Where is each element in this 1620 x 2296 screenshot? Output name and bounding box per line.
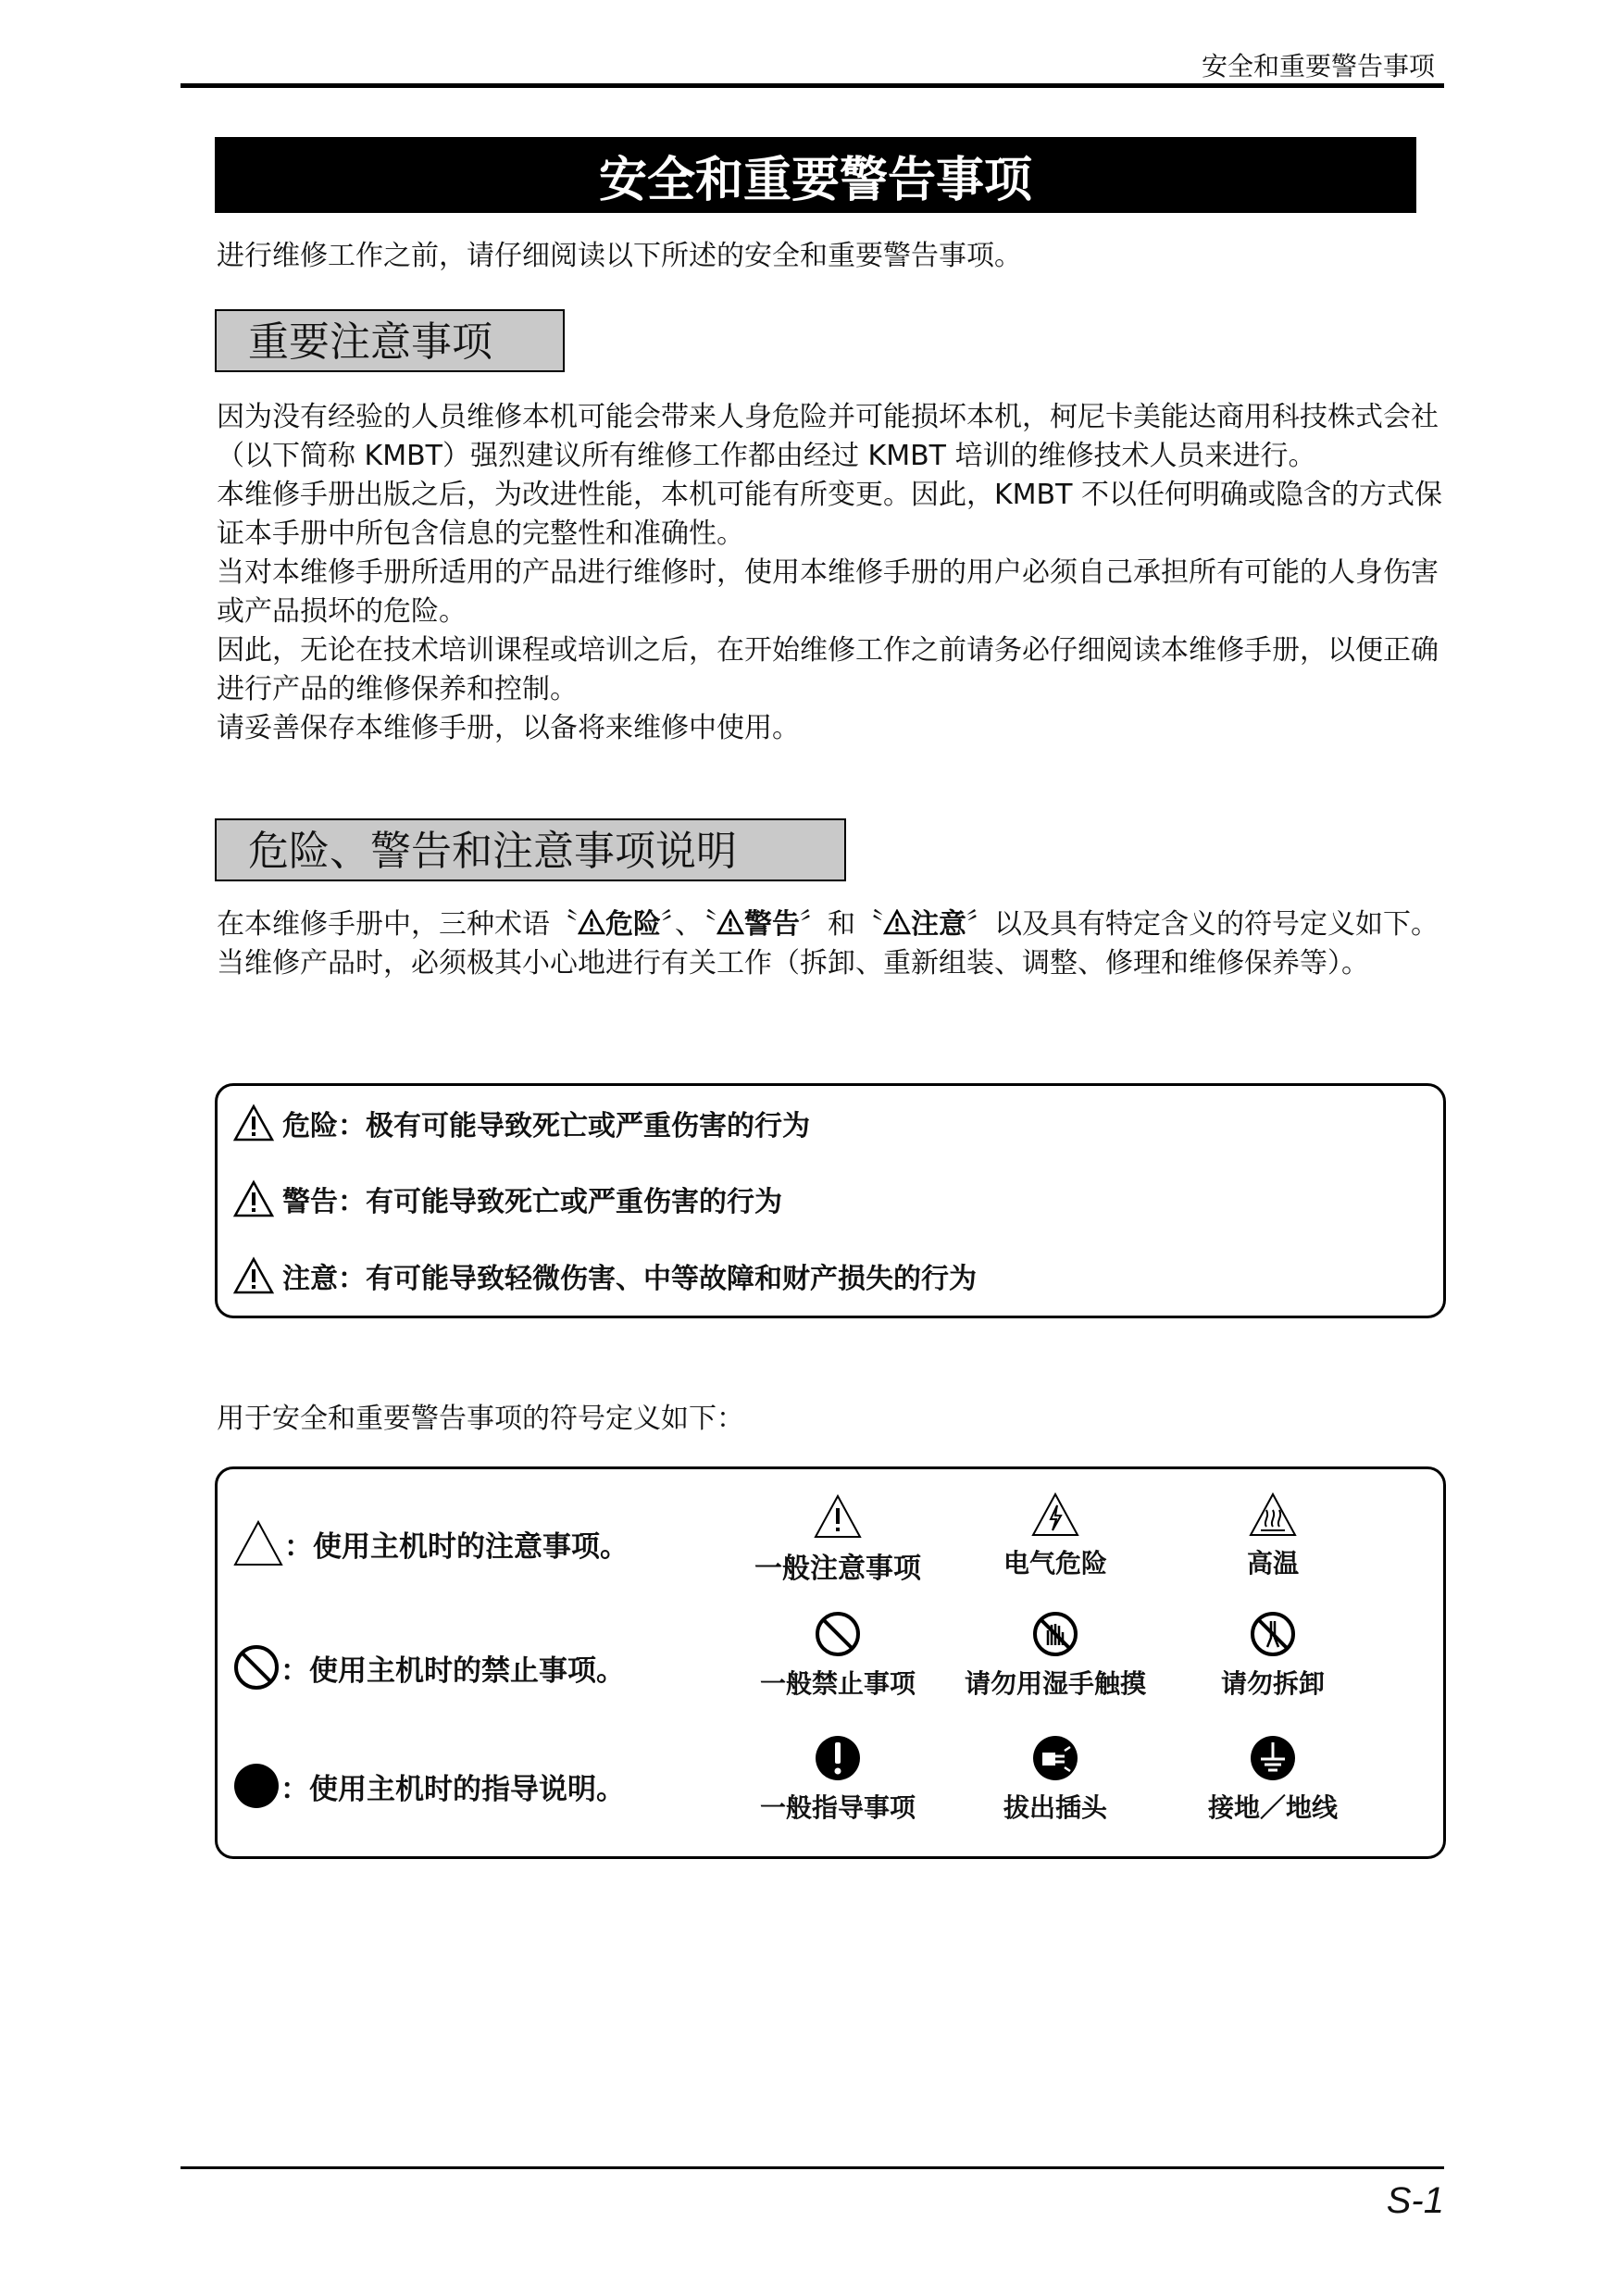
- section-heading-important: 重要注意事项: [215, 309, 565, 372]
- warning-triangle-icon: [232, 1256, 275, 1295]
- warning-triangle-icon: [717, 909, 744, 935]
- symbol-high-temp: 高温: [1171, 1491, 1375, 1580]
- prohibition-icon: [232, 1643, 280, 1691]
- symbols-intro: 用于安全和重要警告事项的符号定义如下：: [217, 1403, 744, 1435]
- symbol-electric-danger: 电气危险: [953, 1491, 1157, 1580]
- paragraph: 因此，无论在技术培训课程或培训之后，在开始维修工作之前请务必仔细阅读本维修手册，以便正确进行产品的维修保养和控制。: [217, 634, 1439, 705]
- hazard-warning-row: 警告：有可能导致死亡或严重伤害的行为: [232, 1179, 782, 1219]
- no-wet-hands-icon: [1031, 1610, 1079, 1658]
- warning-triangle-icon: [232, 1104, 275, 1142]
- important-notes: [217, 398, 1448, 748]
- symbol-general-caution: 一般注意事项: [736, 1493, 940, 1586]
- hazard-caution-row: 注意：有可能导致轻微伤害、中等故障和财产损失的行为: [232, 1255, 977, 1296]
- warning-triangle-icon: [232, 1179, 275, 1218]
- symbol-row-caution: ：使用主机时的注意事项。: [232, 1519, 629, 1567]
- symbol-unplug: 拔出插头: [953, 1734, 1157, 1825]
- term-caution: 注意: [911, 908, 966, 941]
- symbol-no-disassemble: 请勿拆卸: [1171, 1610, 1375, 1701]
- instruction-circle-icon: [232, 1762, 280, 1810]
- hot-surface-icon: [1248, 1491, 1298, 1538]
- symbol-general-prohibit: 一般禁止事项: [736, 1610, 940, 1701]
- warning-triangle-icon: [813, 1493, 863, 1540]
- hazard-danger-row: 危险：极有可能导致死亡或严重伤害的行为: [232, 1103, 810, 1143]
- symbols-box: [215, 1466, 1446, 1859]
- term-danger: 危险: [605, 908, 661, 941]
- intro-text: 进行维修工作之前，请仔细阅读以下所述的安全和重要警告事项。: [217, 240, 1022, 272]
- paragraph: 当对本维修手册所适用的产品进行维修时，使用本维修手册的用户必须自己承担所有可能的人身伤害或产品损坏的危险。: [217, 556, 1439, 628]
- header-rule: [181, 83, 1444, 88]
- symbol-general-instruction: 一般指导事项: [736, 1734, 940, 1825]
- caution-triangle-icon: [232, 1519, 284, 1567]
- exclamation-circle-icon: [814, 1734, 862, 1782]
- section-heading-definitions: 危险、警告和注意事项说明: [215, 818, 846, 881]
- running-head: 安全和重要警告事项: [1201, 51, 1435, 81]
- hazard-levels-box: [215, 1083, 1446, 1318]
- ground-icon: [1249, 1734, 1297, 1782]
- paragraph: 因为没有经验的人员维修本机可能会带来人身危险并可能损坏本机，柯尼卡美能达商用科技株式会社（以下简称 KMBT）强烈建议所有维修工作都由经过 KMBT 培训的维修技术人员来进行。: [217, 401, 1439, 472]
- symbol-row-prohibit: ：使用主机时的禁止事项。: [232, 1643, 625, 1691]
- unplug-icon: [1031, 1734, 1079, 1782]
- paragraph: 当维修产品时，必须极其小心地进行有关工作（拆卸、重新组装、调整、修理和维修保养等）。: [217, 947, 1369, 980]
- page-number: S-1: [1386, 2180, 1444, 2221]
- prohibition-icon: [814, 1610, 862, 1658]
- term-warning: 警告: [744, 908, 800, 941]
- symbol-row-instruction: ：使用主机时的指导说明。: [232, 1762, 625, 1810]
- symbol-ground: 接地／地线: [1171, 1734, 1375, 1825]
- warning-triangle-icon: [883, 909, 911, 935]
- electric-shock-icon: [1030, 1491, 1080, 1538]
- paragraph: 本维修手册出版之后，为改进性能，本机可能有所变更。因此，KMBT 不以任何明确或隐含的方式保证本手册中所包含信息的完整性和准确性。: [217, 479, 1442, 550]
- footer-rule: [181, 2166, 1444, 2169]
- paragraph: 请妥善保存本维修手册，以备将来维修中使用。: [217, 712, 800, 744]
- definitions-text: [217, 905, 1448, 983]
- no-disassemble-icon: [1249, 1610, 1297, 1658]
- terms-paragraph: 在本维修手册中，三种术语〝 危险〞、〝 警告〞和〝 注意〞以及具有特定含义的符号定义如下。: [217, 908, 1439, 941]
- page-title: 安全和重要警告事项: [215, 137, 1416, 213]
- symbol-no-wet-hands: 请勿用湿手触摸: [953, 1610, 1157, 1701]
- warning-triangle-icon: [578, 909, 605, 935]
